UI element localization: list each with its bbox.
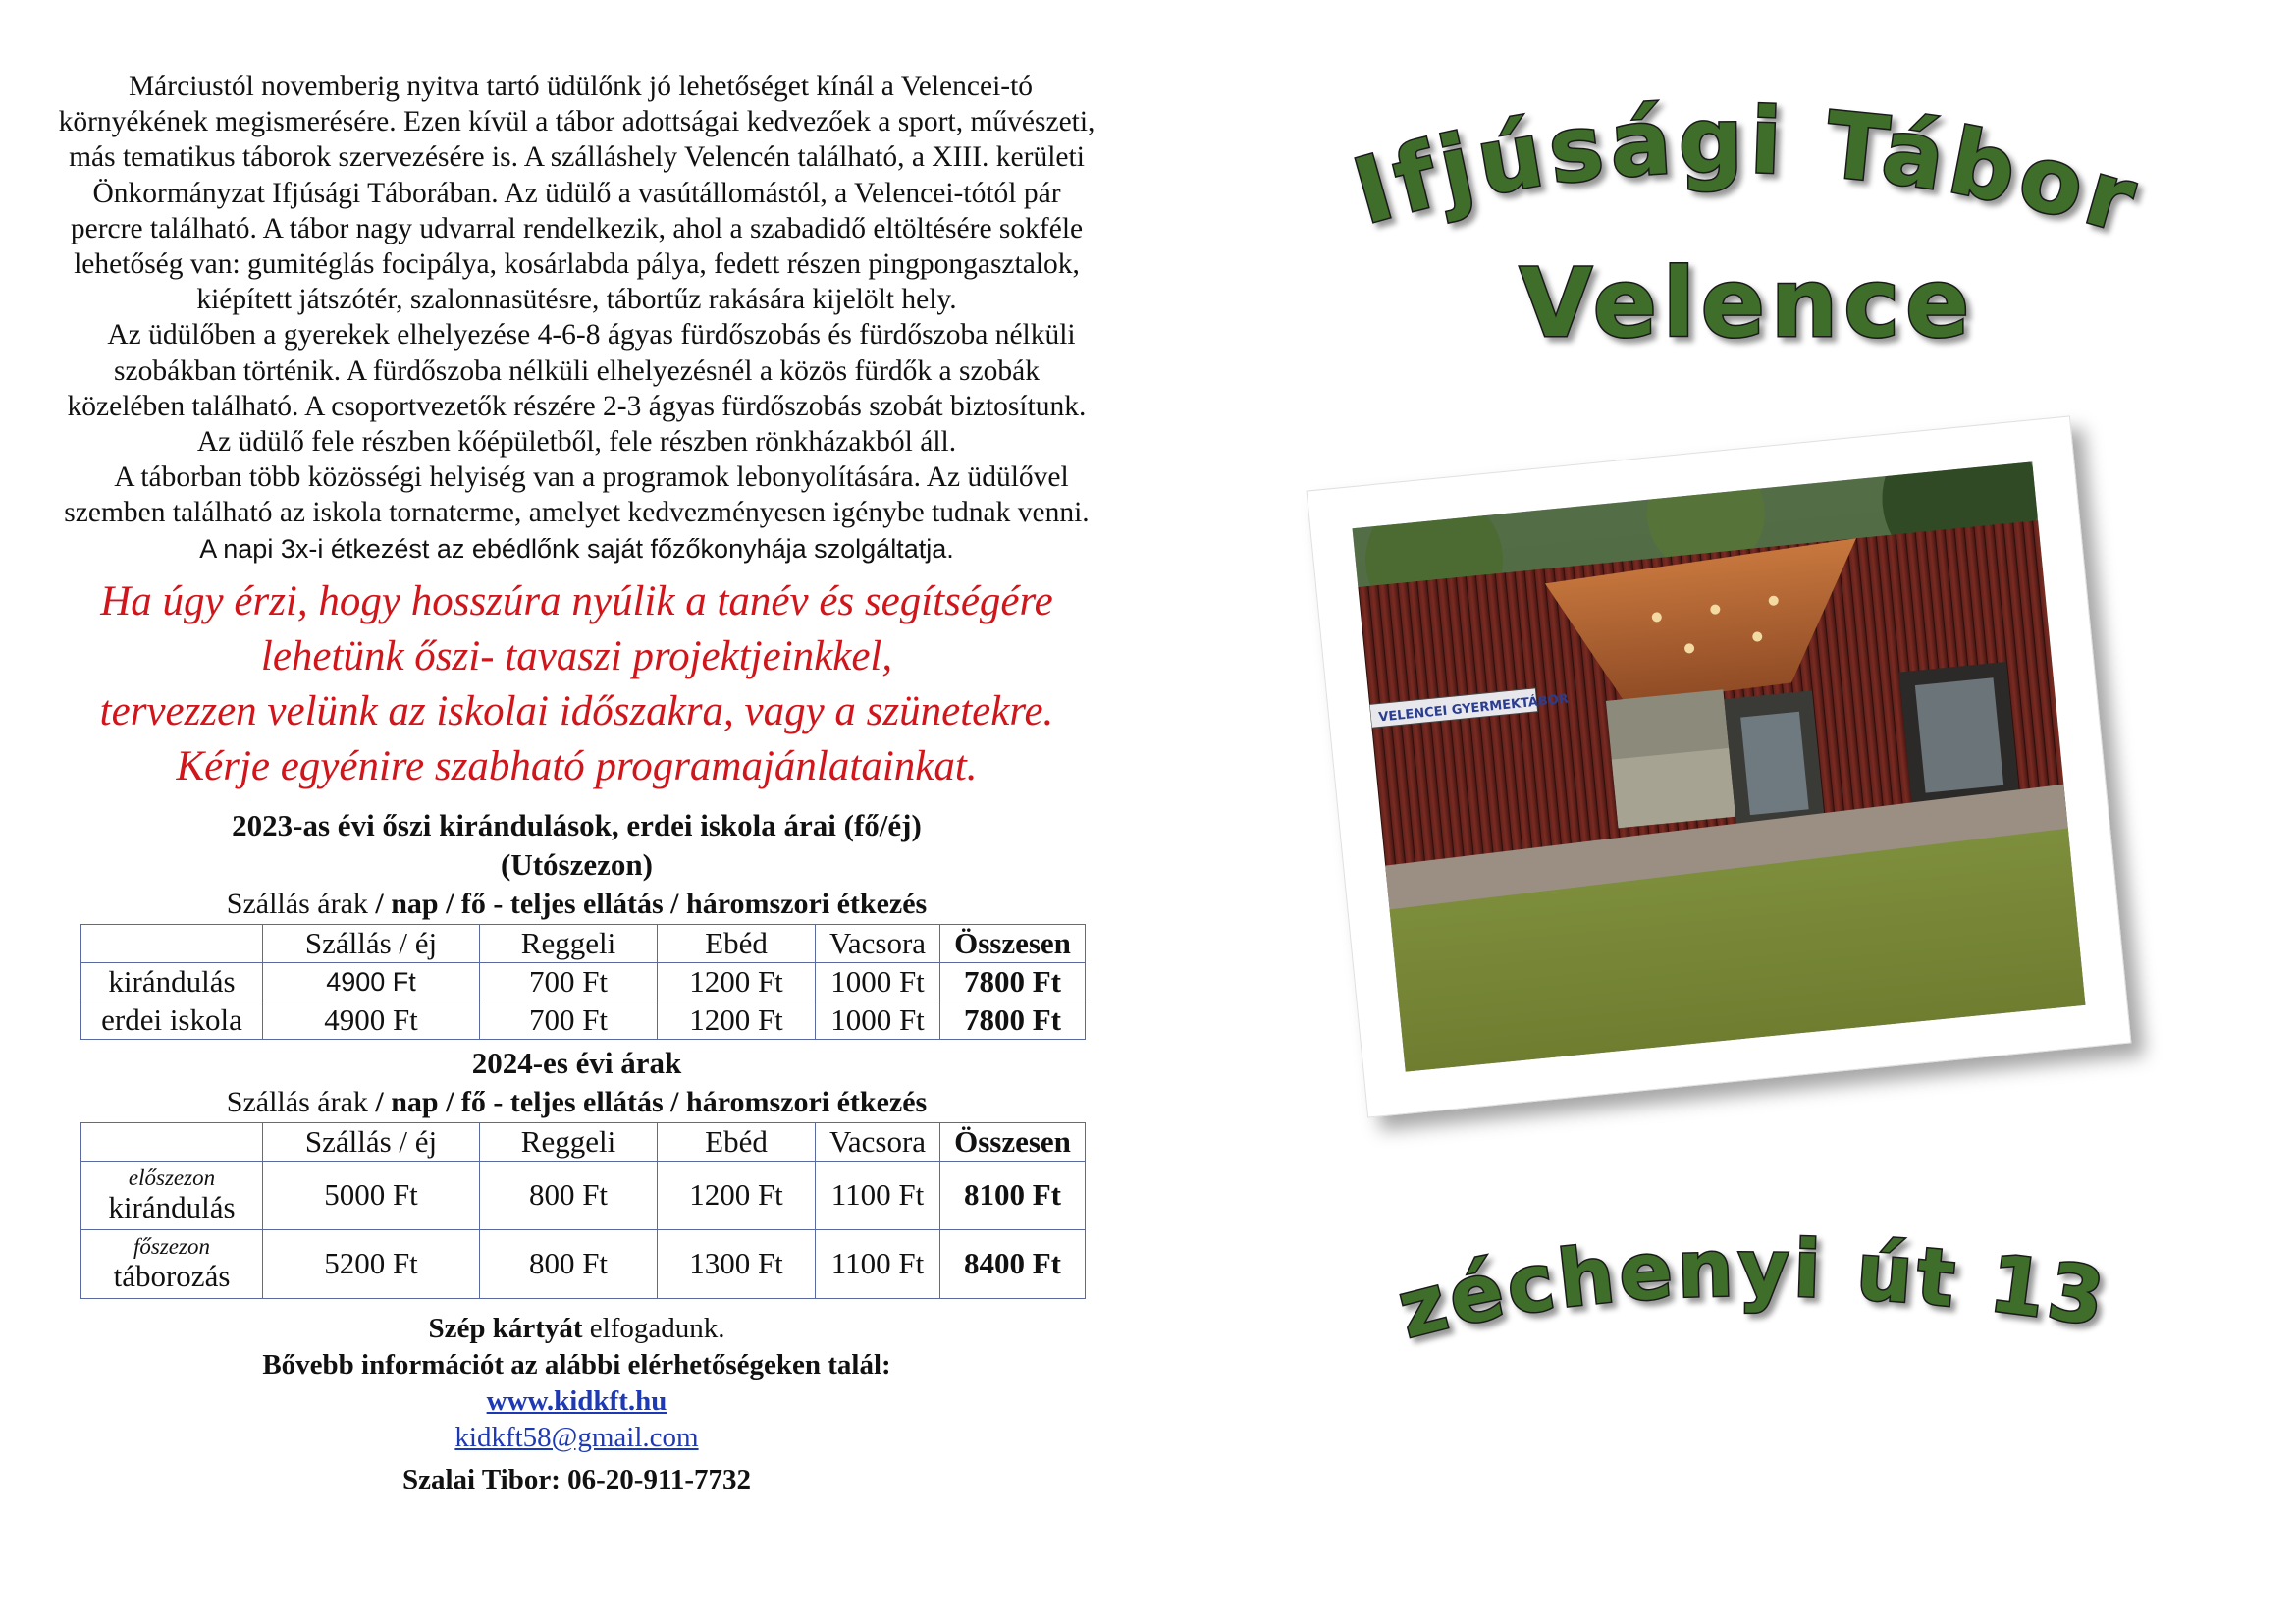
- table-cell: 1000 Ft: [816, 1001, 940, 1039]
- table-cell: 1100 Ft: [816, 1229, 940, 1298]
- table-cell: 7800 Ft: [940, 1001, 1086, 1039]
- left-column: [54, 69, 1099, 1498]
- title-line-1: [1343, 88, 2152, 255]
- caption-plain: Szállás árak: [226, 887, 368, 920]
- table-cell: 1300 Ft: [658, 1229, 816, 1298]
- address-svg: [1344, 1145, 2120, 1375]
- table-row: [81, 1001, 1086, 1039]
- address-word-art: [1344, 1145, 2120, 1375]
- email-link[interactable]: kidkft58@gmail.com: [454, 1421, 699, 1453]
- szep-card-note: [54, 1311, 1099, 1347]
- price-table-2024: [80, 1122, 1086, 1299]
- address-text-path: Széchenyi út 13.: [1344, 1145, 2114, 1357]
- table-header-cell: [81, 1122, 263, 1161]
- table-cell: kirándulás: [81, 962, 263, 1001]
- table-cell: 4900 Ft: [263, 962, 480, 1001]
- table-cell: erdei iskola: [81, 1001, 263, 1039]
- table-header-cell: [81, 924, 263, 962]
- promo-line-1: Ha úgy érzi, hogy hosszúra nyúlik a tanév és segítségére: [100, 577, 1053, 624]
- address-text: [1344, 1145, 2113, 1356]
- more-info-bold: Bővebb információt az alábbi elérhetőségeken talál:: [262, 1348, 891, 1380]
- photo-frame: [1307, 415, 2132, 1117]
- table-cell-row-label: [81, 1161, 263, 1229]
- row-label: kirándulás: [108, 1190, 236, 1225]
- table-2024-heading: 2024-es évi árak: [471, 1045, 682, 1080]
- promo-line-2: lehetünk őszi- tavaszi projektjeinkkel,: [260, 632, 893, 679]
- table-cell: 8100 Ft: [940, 1161, 1086, 1229]
- table-cell: 7800 Ft: [940, 962, 1086, 1001]
- table-header-cell: Összesen: [940, 924, 1086, 962]
- table-row: [81, 1161, 1086, 1229]
- table-header-cell: Szállás / éj: [263, 1122, 480, 1161]
- intro-paragraph-3b: A napi 3x-i étkezést az ebédlőnk saját főzőkonyhája szolgáltatja.: [199, 533, 954, 564]
- table-header-cell: Összesen: [940, 1122, 1086, 1161]
- table-2024-caption: [54, 1083, 1099, 1122]
- email-line: [54, 1420, 1099, 1456]
- camp-sign-text: VELENCEI GYERMEKTÁBOR: [1377, 691, 1570, 726]
- table-header-cell: Vacsora: [816, 1122, 940, 1161]
- table-header-cell: Ebéd: [658, 924, 816, 962]
- table-cell-row-label: [81, 1229, 263, 1298]
- table-cell: 1200 Ft: [658, 1161, 816, 1229]
- intro-paragraph-1: Márciustól novemberig nyitva tartó üdülőnk jó lehetőséget kínál a Velencei-tó környékének megismerésére. Ezen kívül a tábor adottságai kedvezőek a sport, művészeti, más tematikus táborok szervezésére is. A szálláshely Velencén található, a XIII. kerületi Önkormányzat Ifjúsági Táborában. Az üdülő a vasútállomástól, a Velencei-tótól pár percre található. A tábor nagy udvarral rendelkezik, ahol a szabadidő eltöltésére sokféle lehetőség van: gumitéglás focipálya, kosárlabda pálya, fedett részen pingpongasztalok, kiépített játszótér, szalonnasütésre, tábortűz rakására kijelölt hely.: [58, 71, 1095, 316]
- table-cell: 8400 Ft: [940, 1229, 1086, 1298]
- season-label: főszezon: [133, 1234, 210, 1260]
- table-cell: 1200 Ft: [658, 1001, 816, 1039]
- table-row: [81, 962, 1086, 1001]
- table-2023-subheading: (Utószezon): [501, 846, 653, 882]
- szep-card-bold: Szép kártyát: [428, 1312, 583, 1344]
- more-info-text: [54, 1347, 1099, 1383]
- table-cell: 1000 Ft: [816, 962, 940, 1001]
- title-line-1-path: Ifjúsági Tábor: [1343, 87, 2152, 255]
- intro-paragraph-2: Az üdülőben a gyerekek elhelyezése 4-6-8 ágyas fürdőszobás és fürdőszoba nélküli szobákban történik. A fürdőszoba nélküli elhelyezésnél a közös fürdők a szobák közelében található. A csoportvezetők részére 2-3 ágyas fürdőszobás szobát biztosítunk. Az üdülő fele részben kőépületből, fele részben rönkházakból áll.: [67, 319, 1087, 459]
- website-line: [54, 1383, 1099, 1420]
- table-2023-heading: 2023-as évi őszi kirándulások, erdei iskola árai (fő/éj): [232, 807, 922, 842]
- table-header-cell: Szállás / éj: [263, 924, 480, 962]
- promo-line-3: tervezzen velünk az iskolai időszakra, vagy a szünetekre.: [99, 687, 1054, 734]
- phone-line: [54, 1462, 1099, 1498]
- promo-text: [54, 574, 1099, 794]
- promo-line-4: Kérje egyénire szabható programajánlatainkat.: [176, 742, 978, 789]
- title-line-2: Velence: [1519, 248, 1976, 358]
- table-cell: 5200 Ft: [263, 1229, 480, 1298]
- caption-bold: / nap / fő - teljes ellátás / háromszori étkezés: [367, 1085, 928, 1118]
- phone-text: Szalai Tibor: 06-20-911-7732: [402, 1463, 751, 1495]
- website-link[interactable]: www.kidkft.hu: [486, 1384, 667, 1417]
- table-header-cell: Ebéd: [658, 1122, 816, 1161]
- table-cell: 5000 Ft: [263, 1161, 480, 1229]
- table-header-cell: Reggeli: [480, 924, 658, 962]
- table-header-row: [81, 1122, 1086, 1161]
- table-cell: 800 Ft: [480, 1229, 658, 1298]
- table-cell: 1200 Ft: [658, 962, 816, 1001]
- table-header-row: [81, 924, 1086, 962]
- title-word-art: [1296, 79, 2218, 358]
- intro-paragraph-3a: A táborban több közösségi helyiség van a programok lebonyolítására. Az üdülővel szemben található az iskola tornaterme, amelyet kedvezményesen igénybe tudnak venni.: [64, 461, 1090, 529]
- season-label: előszezon: [128, 1165, 216, 1191]
- title-svg: [1296, 79, 2218, 358]
- camp-building-illustration: [1353, 461, 2086, 1071]
- caption-bold: / nap / fő - teljes ellátás / háromszori étkezés: [367, 887, 928, 920]
- table-cell: 800 Ft: [480, 1161, 658, 1229]
- caption-plain: Szállás árak: [226, 1085, 368, 1118]
- table-header-cell: Reggeli: [480, 1122, 658, 1161]
- table-header-cell: Vacsora: [816, 924, 940, 962]
- table-cell: 4900 Ft: [263, 1001, 480, 1039]
- table-cell: 1100 Ft: [816, 1161, 940, 1229]
- table-cell: 700 Ft: [480, 962, 658, 1001]
- camp-building-photo: [1353, 461, 2086, 1071]
- table-2023-caption: [54, 885, 1099, 924]
- price-table-2023: [80, 924, 1086, 1040]
- table-cell: 700 Ft: [480, 1001, 658, 1039]
- intro-paragraph-3: [54, 460, 1099, 567]
- table-row: [81, 1229, 1086, 1298]
- row-label: táborozás: [113, 1259, 231, 1294]
- szep-card-rest: elfogadunk.: [582, 1312, 725, 1344]
